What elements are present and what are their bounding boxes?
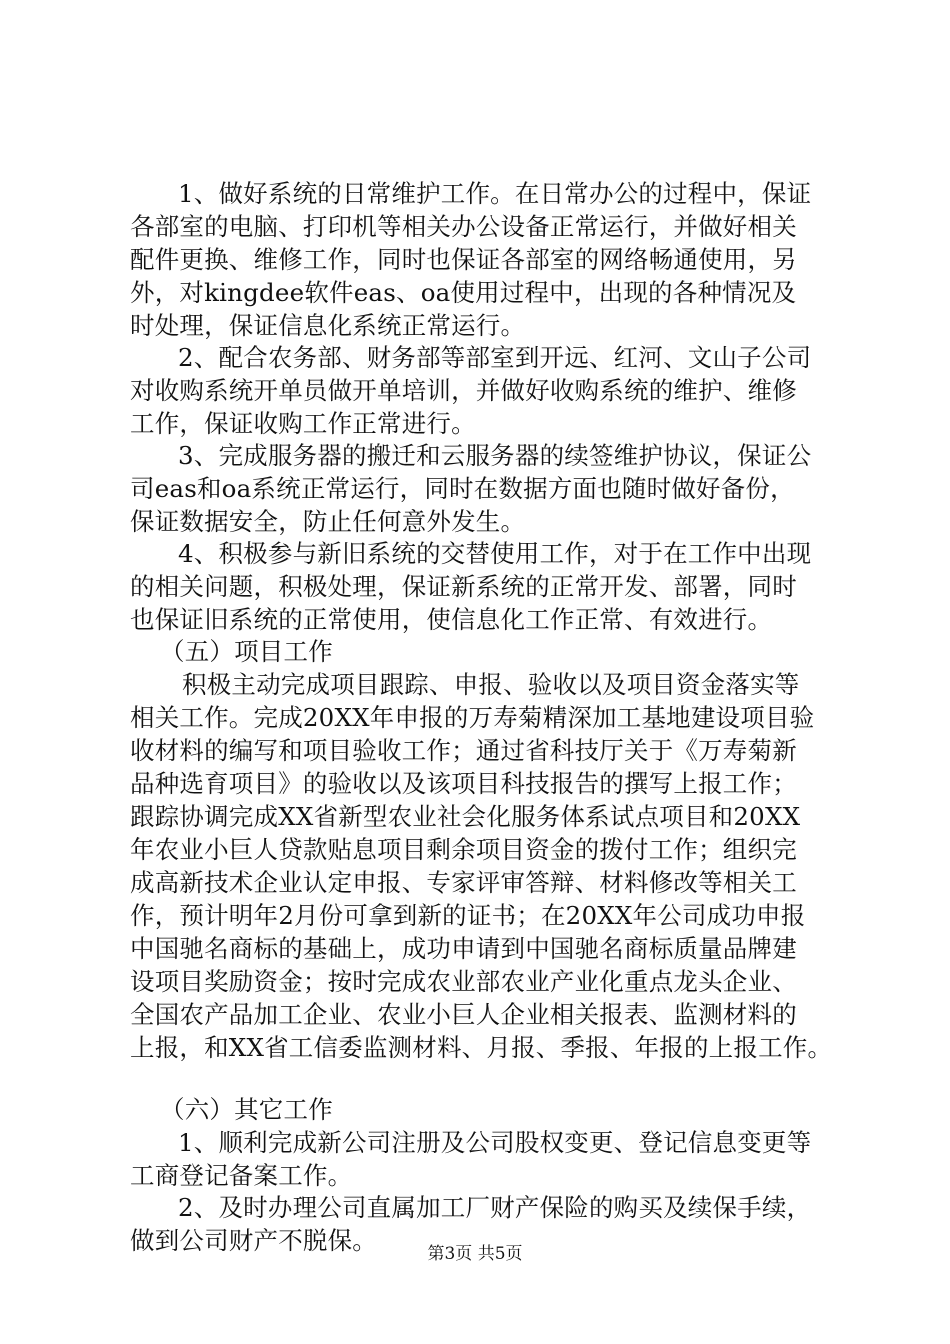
paragraph-line: 对收购系统开单员做开单培训，并做好收购系统的维护、维修: [130, 376, 797, 405]
paragraph-line: 4、积极参与新旧系统的交替使用工作，对于在工作中出现: [178, 539, 812, 568]
paragraph-line: 1、顺利完成新公司注册及公司股权变更、登记信息变更等: [178, 1128, 812, 1157]
paragraph-line: 司eas和oa系统正常运行，同时在数据方面也随时做好备份，: [130, 474, 795, 503]
paragraph-line: 2、及时办理公司直属加工厂财产保险的购买及续保手续，: [178, 1193, 812, 1222]
paragraph-line: 品种选育项目》的验收以及该项目科技报告的撰写上报工作；: [130, 769, 797, 798]
paragraph-line: 年农业小巨人贷款贴息项目剩余项目资金的拨付工作；组织完: [130, 835, 797, 864]
paragraph-line: 各部室的电脑、打印机等相关办公设备正常运行，并做好相关: [130, 212, 797, 241]
paragraph-line: 配件更换、维修工作，同时也保证各部室的网络畅通使用，另: [130, 245, 797, 274]
paragraph-line: 积极主动完成项目跟踪、申报、验收以及项目资金落实等: [182, 670, 800, 699]
paragraph-line: 成高新技术企业认定申报、专家评审答辩、材料修改等相关工: [130, 868, 797, 897]
paragraph-line: 做到公司财产不脱保。: [130, 1226, 377, 1255]
paragraph-line: 3、完成服务器的搬迁和云服务器的续签维护协议，保证公: [178, 441, 812, 470]
paragraph-line: 全国农产品加工企业、农业小巨人企业相关报表、监测材料的: [130, 1000, 797, 1029]
paragraph-line: 时处理，保证信息化系统正常运行。: [130, 311, 526, 340]
paragraph-line: 2、配合农务部、财务部等部室到开远、红河、文山子公司: [178, 343, 812, 372]
paragraph-line: 收材料的编写和项目验收工作；通过省科技厅关于《万寿菊新: [130, 736, 797, 765]
paragraph-line: 相关工作。完成20XX年申报的万寿菊精深加工基地建设项目验: [130, 703, 815, 732]
paragraph-line: 1、做好系统的日常维护工作。在日常办公的过程中，保证: [178, 179, 812, 208]
paragraph-line: 作，预计明年2月份可拿到新的证书；在20XX年公司成功申报: [130, 901, 806, 930]
paragraph-line: 中国驰名商标的基础上，成功申请到中国驰名商标质量品牌建: [130, 934, 797, 963]
paragraph-line: 工作，保证收购工作正常进行。: [130, 409, 476, 438]
paragraph-line: 外，对kingdee软件eas、oa使用过程中，出现的各种情况及: [130, 278, 797, 307]
section-heading: （六）其它工作: [160, 1095, 333, 1124]
paragraph-line: 工商登记备案工作。: [130, 1161, 353, 1190]
paragraph-line: 上报，和XX省工信委监测材料、月报、季报、年报的上报工作。: [130, 1033, 833, 1062]
page-number-footer: 第3页 共5页: [427, 1244, 523, 1264]
paragraph-line: 的相关问题，积极处理，保证新系统的正常开发、部署，同时: [130, 572, 797, 601]
paragraph-line: 也保证旧系统的正常使用，使信息化工作正常、有效进行。: [130, 605, 773, 634]
section-heading: （五）项目工作: [160, 637, 333, 666]
paragraph-line: 保证数据安全，防止任何意外发生。: [130, 507, 526, 536]
paragraph-line: 设项目奖励资金；按时完成农业部农业产业化重点龙头企业、: [130, 967, 797, 996]
paragraph-line: 跟踪协调完成XX省新型农业社会化服务体系试点项目和20XX: [130, 802, 801, 831]
